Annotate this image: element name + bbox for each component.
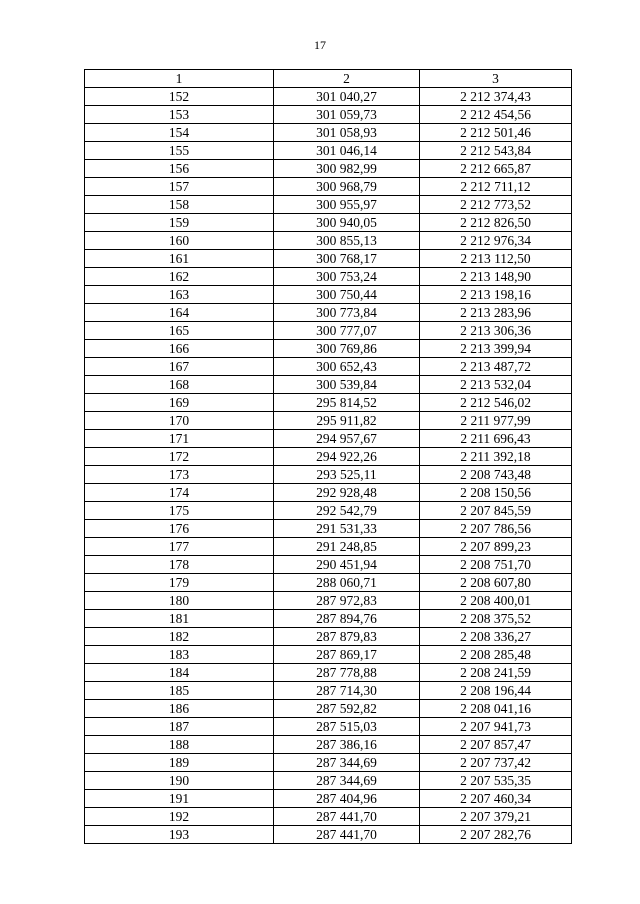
table-row	[85, 340, 572, 358]
x-coordinate-cell: 295 911,82	[274, 412, 420, 430]
x-coordinate-cell: 300 777,07	[274, 322, 420, 340]
point-number-cell: 156	[85, 160, 274, 178]
point-number-cell: 162	[85, 268, 274, 286]
table-row	[85, 304, 572, 322]
y-coordinate-cell: 2 211 696,43	[420, 430, 572, 448]
x-coordinate-cell: 292 542,79	[274, 502, 420, 520]
x-coordinate-cell: 300 750,44	[274, 286, 420, 304]
table-row	[85, 484, 572, 502]
table-row	[85, 520, 572, 538]
y-coordinate-cell: 2 207 857,47	[420, 736, 572, 754]
x-coordinate-cell: 287 386,16	[274, 736, 420, 754]
point-number-cell: 185	[85, 682, 274, 700]
x-coordinate-cell: 288 060,71	[274, 574, 420, 592]
y-coordinate-cell: 2 213 283,96	[420, 304, 572, 322]
point-number-cell: 173	[85, 466, 274, 484]
point-number-cell: 170	[85, 412, 274, 430]
y-coordinate-cell: 2 213 306,36	[420, 322, 572, 340]
table-row	[85, 556, 572, 574]
point-number-cell: 189	[85, 754, 274, 772]
table-row	[85, 358, 572, 376]
point-number-cell: 190	[85, 772, 274, 790]
table-row	[85, 772, 572, 790]
y-coordinate-cell: 2 208 336,27	[420, 628, 572, 646]
y-coordinate-cell: 2 208 743,48	[420, 466, 572, 484]
y-coordinate-cell: 2 212 543,84	[420, 142, 572, 160]
y-coordinate-cell: 2 212 711,12	[420, 178, 572, 196]
y-coordinate-cell: 2 212 454,56	[420, 106, 572, 124]
y-coordinate-cell: 2 207 737,42	[420, 754, 572, 772]
y-coordinate-cell: 2 212 501,46	[420, 124, 572, 142]
table-row	[85, 178, 572, 196]
x-coordinate-cell: 287 879,83	[274, 628, 420, 646]
table-row	[85, 160, 572, 178]
x-coordinate-cell: 294 922,26	[274, 448, 420, 466]
y-coordinate-cell: 2 208 400,01	[420, 592, 572, 610]
point-number-cell: 180	[85, 592, 274, 610]
table-row	[85, 826, 572, 844]
table-body	[85, 88, 572, 844]
table-row	[85, 646, 572, 664]
table-row	[85, 574, 572, 592]
y-coordinate-cell: 2 212 773,52	[420, 196, 572, 214]
table-row	[85, 448, 572, 466]
page-number: 17	[314, 38, 326, 52]
table-row	[85, 664, 572, 682]
x-coordinate-cell: 300 753,24	[274, 268, 420, 286]
table-row	[85, 592, 572, 610]
y-coordinate-cell: 2 207 786,56	[420, 520, 572, 538]
point-number-cell: 182	[85, 628, 274, 646]
table-row	[85, 718, 572, 736]
point-number-cell: 152	[85, 88, 274, 106]
table-row	[85, 682, 572, 700]
point-number-cell: 153	[85, 106, 274, 124]
point-number-cell: 160	[85, 232, 274, 250]
table-row	[85, 502, 572, 520]
x-coordinate-cell: 287 869,17	[274, 646, 420, 664]
point-number-cell: 174	[85, 484, 274, 502]
x-coordinate-cell: 287 778,88	[274, 664, 420, 682]
point-number-cell: 167	[85, 358, 274, 376]
table-row	[85, 196, 572, 214]
y-coordinate-cell: 2 212 374,43	[420, 88, 572, 106]
point-number-cell: 192	[85, 808, 274, 826]
x-coordinate-cell: 287 894,76	[274, 610, 420, 628]
table-header-row	[85, 70, 572, 88]
table-row	[85, 412, 572, 430]
table-row	[85, 106, 572, 124]
table-row	[85, 430, 572, 448]
x-coordinate-cell: 291 248,85	[274, 538, 420, 556]
table-row	[85, 610, 572, 628]
y-coordinate-cell: 2 207 899,23	[420, 538, 572, 556]
x-coordinate-cell: 300 968,79	[274, 178, 420, 196]
point-number-cell: 179	[85, 574, 274, 592]
table-row	[85, 232, 572, 250]
x-coordinate-cell: 300 652,43	[274, 358, 420, 376]
point-number-cell: 157	[85, 178, 274, 196]
y-coordinate-cell: 2 213 399,94	[420, 340, 572, 358]
x-coordinate-cell: 287 441,70	[274, 826, 420, 844]
x-coordinate-cell: 291 531,33	[274, 520, 420, 538]
y-coordinate-cell: 2 207 282,76	[420, 826, 572, 844]
y-coordinate-cell: 2 212 826,50	[420, 214, 572, 232]
point-number-cell: 181	[85, 610, 274, 628]
y-coordinate-cell: 2 208 375,52	[420, 610, 572, 628]
x-coordinate-cell: 300 940,05	[274, 214, 420, 232]
x-coordinate-cell: 300 773,84	[274, 304, 420, 322]
y-coordinate-cell: 2 208 285,48	[420, 646, 572, 664]
x-coordinate-cell: 300 982,99	[274, 160, 420, 178]
point-number-cell: 175	[85, 502, 274, 520]
point-number-cell: 184	[85, 664, 274, 682]
point-number-cell: 183	[85, 646, 274, 664]
point-number-cell: 178	[85, 556, 274, 574]
table-row	[85, 376, 572, 394]
point-number-cell: 159	[85, 214, 274, 232]
column-header-3: 3	[420, 70, 572, 88]
y-coordinate-cell: 2 208 196,44	[420, 682, 572, 700]
column-header-2: 2	[274, 70, 420, 88]
y-coordinate-cell: 2 208 241,59	[420, 664, 572, 682]
x-coordinate-cell: 287 972,83	[274, 592, 420, 610]
coordinates-table	[84, 69, 572, 844]
y-coordinate-cell: 2 207 941,73	[420, 718, 572, 736]
point-number-cell: 193	[85, 826, 274, 844]
point-number-cell: 168	[85, 376, 274, 394]
x-coordinate-cell: 300 768,17	[274, 250, 420, 268]
y-coordinate-cell: 2 213 487,72	[420, 358, 572, 376]
y-coordinate-cell: 2 207 535,35	[420, 772, 572, 790]
y-coordinate-cell: 2 208 150,56	[420, 484, 572, 502]
y-coordinate-cell: 2 208 751,70	[420, 556, 572, 574]
table-row	[85, 214, 572, 232]
point-number-cell: 166	[85, 340, 274, 358]
table-row	[85, 754, 572, 772]
table-row	[85, 700, 572, 718]
y-coordinate-cell: 2 207 460,34	[420, 790, 572, 808]
table-row	[85, 142, 572, 160]
table-row	[85, 466, 572, 484]
x-coordinate-cell: 300 769,86	[274, 340, 420, 358]
point-number-cell: 161	[85, 250, 274, 268]
table-row	[85, 322, 572, 340]
table-row	[85, 268, 572, 286]
table-row	[85, 628, 572, 646]
x-coordinate-cell: 287 404,96	[274, 790, 420, 808]
x-coordinate-cell: 300 855,13	[274, 232, 420, 250]
x-coordinate-cell: 294 957,67	[274, 430, 420, 448]
table-row	[85, 808, 572, 826]
x-coordinate-cell: 301 059,73	[274, 106, 420, 124]
y-coordinate-cell: 2 208 041,16	[420, 700, 572, 718]
x-coordinate-cell: 301 058,93	[274, 124, 420, 142]
point-number-cell: 165	[85, 322, 274, 340]
point-number-cell: 169	[85, 394, 274, 412]
table-row	[85, 88, 572, 106]
x-coordinate-cell: 295 814,52	[274, 394, 420, 412]
x-coordinate-cell: 293 525,11	[274, 466, 420, 484]
point-number-cell: 187	[85, 718, 274, 736]
y-coordinate-cell: 2 207 379,21	[420, 808, 572, 826]
point-number-cell: 158	[85, 196, 274, 214]
y-coordinate-cell: 2 208 607,80	[420, 574, 572, 592]
y-coordinate-cell: 2 212 665,87	[420, 160, 572, 178]
y-coordinate-cell: 2 213 532,04	[420, 376, 572, 394]
point-number-cell: 154	[85, 124, 274, 142]
x-coordinate-cell: 301 046,14	[274, 142, 420, 160]
y-coordinate-cell: 2 212 976,34	[420, 232, 572, 250]
y-coordinate-cell: 2 213 198,16	[420, 286, 572, 304]
table-row	[85, 286, 572, 304]
point-number-cell: 171	[85, 430, 274, 448]
x-coordinate-cell: 300 539,84	[274, 376, 420, 394]
table-row	[85, 250, 572, 268]
table-row	[85, 394, 572, 412]
y-coordinate-cell: 2 207 845,59	[420, 502, 572, 520]
x-coordinate-cell: 287 714,30	[274, 682, 420, 700]
x-coordinate-cell: 287 441,70	[274, 808, 420, 826]
point-number-cell: 155	[85, 142, 274, 160]
x-coordinate-cell: 300 955,97	[274, 196, 420, 214]
y-coordinate-cell: 2 211 977,99	[420, 412, 572, 430]
x-coordinate-cell: 292 928,48	[274, 484, 420, 502]
point-number-cell: 172	[85, 448, 274, 466]
y-coordinate-cell: 2 213 148,90	[420, 268, 572, 286]
point-number-cell: 188	[85, 736, 274, 754]
column-header-1: 1	[85, 70, 274, 88]
x-coordinate-cell: 301 040,27	[274, 88, 420, 106]
table-row	[85, 538, 572, 556]
y-coordinate-cell: 2 213 112,50	[420, 250, 572, 268]
table-row	[85, 790, 572, 808]
point-number-cell: 177	[85, 538, 274, 556]
point-number-cell: 164	[85, 304, 274, 322]
x-coordinate-cell: 287 344,69	[274, 772, 420, 790]
point-number-cell: 163	[85, 286, 274, 304]
x-coordinate-cell: 287 344,69	[274, 754, 420, 772]
point-number-cell: 186	[85, 700, 274, 718]
table-row	[85, 736, 572, 754]
point-number-cell: 176	[85, 520, 274, 538]
table-row	[85, 124, 572, 142]
x-coordinate-cell: 290 451,94	[274, 556, 420, 574]
y-coordinate-cell: 2 212 546,02	[420, 394, 572, 412]
point-number-cell: 191	[85, 790, 274, 808]
x-coordinate-cell: 287 592,82	[274, 700, 420, 718]
x-coordinate-cell: 287 515,03	[274, 718, 420, 736]
y-coordinate-cell: 2 211 392,18	[420, 448, 572, 466]
